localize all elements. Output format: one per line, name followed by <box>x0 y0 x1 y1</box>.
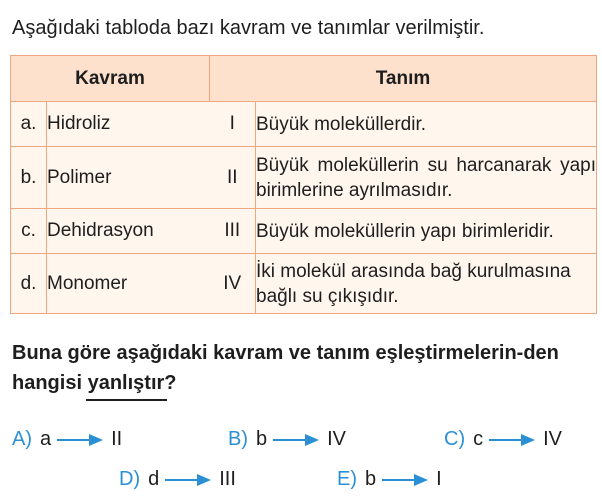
row-numeral: III <box>210 209 256 254</box>
arrow-right-icon <box>165 473 211 487</box>
option-to: I <box>436 468 442 490</box>
row-letter: c. <box>11 209 47 254</box>
question-text <box>12 338 597 398</box>
option-key: A) <box>12 428 32 450</box>
option-key: E) <box>337 468 357 490</box>
arrow-right-icon <box>57 433 103 447</box>
option-a[interactable] <box>12 428 122 451</box>
option-from: b <box>365 468 377 490</box>
option-key: B) <box>228 428 248 450</box>
question-suffix: ? <box>164 372 177 394</box>
option-from: a <box>40 428 52 450</box>
row-definition: Büyük moleküllerin su harcanarak yapı birimlerine ayrılmasıdır. <box>256 147 597 209</box>
row-numeral: IV <box>210 254 256 314</box>
arrow-right-icon <box>489 433 535 447</box>
intro-text: Aşağıdaki tabloda bazı kavram ve tanımlar verilmiştir. <box>12 17 485 39</box>
option-c[interactable] <box>444 428 562 451</box>
table-row <box>11 147 597 209</box>
option-d[interactable] <box>119 468 236 491</box>
row-term: Polimer <box>47 147 210 209</box>
row-term: Monomer <box>47 254 210 314</box>
row-term: Dehidrasyon <box>47 209 210 254</box>
concept-definition-table <box>10 55 597 314</box>
row-definition: Büyük moleküllerin yapı birimleridir. <box>256 209 597 254</box>
row-definition: Büyük moleküllerdir. <box>256 102 597 147</box>
header-kavram: Kavram <box>11 56 210 102</box>
header-tanim: Tanım <box>210 56 597 102</box>
row-letter: d. <box>11 254 47 314</box>
option-from: c <box>473 428 484 450</box>
arrow-right-icon <box>273 433 319 447</box>
option-e[interactable] <box>337 468 442 491</box>
row-letter: a. <box>11 102 47 147</box>
option-key: C) <box>444 428 466 450</box>
option-to: III <box>219 468 236 490</box>
row-numeral: II <box>210 147 256 209</box>
question-emphasis: yanlıştır <box>88 368 165 398</box>
option-b[interactable] <box>228 428 346 451</box>
option-from: d <box>148 468 160 490</box>
table-header-row <box>11 56 597 102</box>
option-from: b <box>256 428 268 450</box>
row-letter: b. <box>11 147 47 209</box>
table-row <box>11 102 597 147</box>
option-key: D) <box>119 468 141 490</box>
row-numeral: I <box>210 102 256 147</box>
table-row <box>11 209 597 254</box>
arrow-right-icon <box>382 473 428 487</box>
option-to: IV <box>543 428 563 450</box>
row-term: Hidroliz <box>47 102 210 147</box>
option-to: II <box>111 428 123 450</box>
row-definition: İki molekül arasında bağ kurulmasına bağlı su çıkışıdır. <box>256 254 597 314</box>
table-row <box>11 254 597 314</box>
option-to: IV <box>327 428 347 450</box>
question-prefix: Buna göre aşağıdaki kavram ve tanım eşleştirmelerin-den hangisi <box>12 342 559 394</box>
